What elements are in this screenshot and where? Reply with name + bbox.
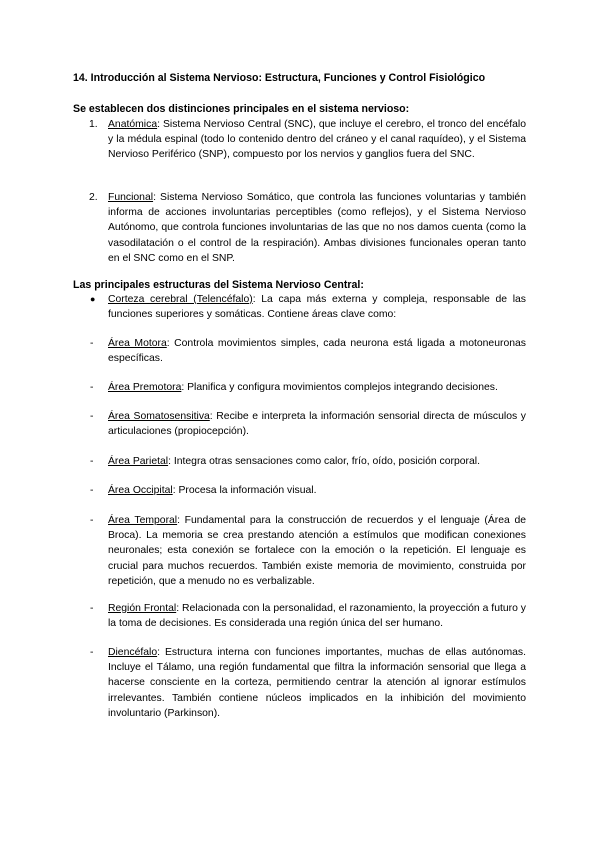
term-anatomica: Anatómica — [108, 119, 158, 130]
term-region-frontal: Región Frontal — [108, 603, 177, 614]
list-item-region-frontal — [108, 601, 526, 631]
item-text: : Sistema Nervioso Central (SNC), que incluye el cerebro, el tronco del encéfalo y la médula espinal (todo lo contenido dentro del cráneo y el canal raquídeo), y el Sistema Nervioso Periférico (SNP), compuesto por los nervios y ganglios fuera del SNC. — [108, 119, 526, 161]
list-item-area-temporal — [108, 513, 526, 589]
term-area-motora: Área Motora — [108, 338, 167, 349]
list-item-diencefalo — [108, 645, 526, 721]
list-number-2: 2. — [89, 192, 98, 203]
list-item-area-motora — [108, 336, 526, 366]
dash-marker: - — [90, 456, 94, 467]
item-text: : Fundamental para la construcción de recuerdos y el lenguaje (Área de Broca). La memoria se crea prestando atención a estímulos que modifican conexiones neuronales; esta conexión se fortalece con la emoción o la repetición. El lenguaje es crucial para muchos recuerdos. También existe memoria de movimiento, construida por repetición, que a menudo no es verbalizable. — [108, 515, 526, 587]
term-area-occipital: Área Occipital — [108, 485, 173, 496]
dash-marker: - — [90, 411, 94, 422]
item-text: : Relacionada con la personalidad, el razonamiento, la proyección a futuro y la toma de decisiones. Es considerada una región única del ser humano. — [108, 603, 526, 630]
list-item-area-premotora — [108, 380, 526, 395]
section-heading-distinctions: Se establecen dos distinciones principales en el sistema nervioso: — [73, 103, 410, 115]
list-item-area-somatosensitiva — [108, 409, 526, 439]
term-diencefalo: Diencéfalo — [108, 647, 158, 658]
item-text: : Planifica y configura movimientos complejos integrando decisiones. — [181, 382, 498, 393]
list-item-area-occipital — [108, 483, 526, 498]
term-area-somatosensitiva: Área Somatosensitiva — [108, 411, 210, 422]
dash-marker: - — [90, 338, 94, 349]
dash-marker: - — [90, 485, 94, 496]
term-area-parietal: Área Parietal — [108, 456, 169, 467]
section-heading-structures: Las principales estructuras del Sistema Nervioso Central: — [73, 279, 364, 291]
item-text: : Integra otras sensaciones como calor, frío, oído, posición corporal. — [168, 456, 480, 467]
dash-marker: - — [90, 382, 94, 393]
list-item-anatomica — [108, 117, 526, 163]
dash-marker: - — [90, 603, 94, 614]
list-number-1: 1. — [89, 119, 98, 130]
list-item-corteza — [108, 292, 526, 322]
term-area-premotora: Área Premotora — [108, 382, 182, 393]
term-funcional: Funcional — [108, 192, 154, 203]
item-text: : Procesa la información visual. — [172, 485, 317, 496]
item-text: : Sistema Nervioso Somático, que controla las funciones voluntarias y también informa de acciones involuntarias perceptibles (como reflejos), y el Sistema Nervioso Autónomo, que controla funciones involuntarias de las que no nos damos cuenta (como la vasodilatación o el control de la respiración). Ambas divisiones funcionales operan tanto en el SNC como en el SNP. — [108, 192, 526, 264]
list-item-area-parietal — [108, 454, 526, 469]
document-title: 14. Introducción al Sistema Nervioso: Estructura, Funciones y Control Fisiológico — [73, 72, 486, 84]
item-text: : La capa más externa y compleja, responsable de las funciones superiores y somáticas. Contiene áreas clave como: — [108, 294, 526, 321]
bullet-marker: ● — [90, 294, 96, 304]
item-text: : Estructura interna con funciones importantes, muchas de ellas autónomas. Incluye el Tálamo, una región fundamental que filtra la información sensorial que llega a hacerse consciente en la corteza, permitiendo centrar la atención al ignorar estímulos irrelevantes. También contiene núcleos implicados en la inhibición del movimiento involuntario (Parkinson). — [108, 647, 526, 719]
term-area-temporal: Área Temporal — [108, 515, 178, 526]
item-text: : Recibe e interpreta la información sensorial directa de músculos y articulaciones (propiocepción). — [108, 411, 526, 438]
dash-marker: - — [90, 647, 94, 658]
dash-marker: - — [90, 515, 94, 526]
item-text: : Controla movimientos simples, cada neurona está ligada a motoneuronas específicas. — [108, 338, 526, 365]
term-corteza: Corteza cerebral (Telencéfalo) — [108, 294, 253, 305]
list-item-funcional — [108, 190, 526, 266]
